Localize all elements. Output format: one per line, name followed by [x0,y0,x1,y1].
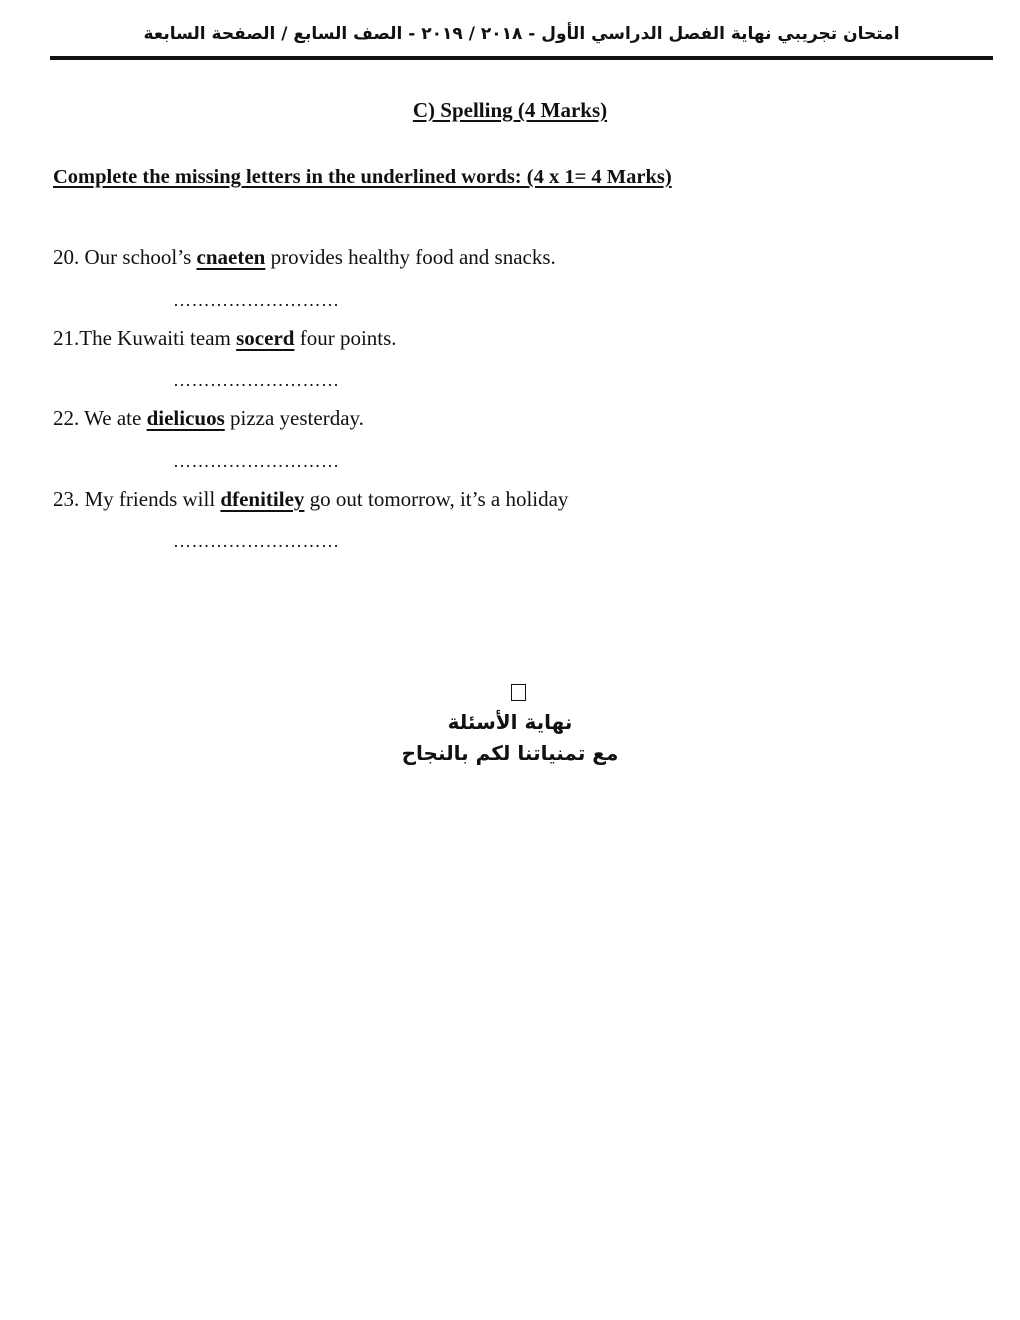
question-20 [53,245,556,270]
question-20-answer-line: ……………………… [173,290,340,310]
question-23-suffix: go out tomorrow, it’s a holiday [304,487,569,511]
question-23-prefix: 23. My friends will [53,487,221,511]
checkbox-icon [511,684,526,701]
closing-good-luck: مع تمنياتنا لكم بالنجاح [401,741,619,765]
question-20-underlined-word: cnaeten [196,245,266,269]
question-21-underlined-word: socerd [236,326,295,350]
question-21 [53,326,397,351]
header-text: امتحان تجريبي نهاية الفصل الدراسي الأول - ٢٠١٨ / ٢٠١٩ - الصف السابع / الصفحة السابعة [143,24,900,44]
question-21-prefix: 21.The Kuwaiti team [53,326,237,350]
question-23-answer-line: ……………………… [173,531,340,551]
question-23-underlined-word: dfenitiley [220,487,305,511]
page-header [50,22,993,60]
question-22-underlined-word: dielicuos [146,406,225,430]
section-title [0,98,1020,123]
question-23 [53,487,568,512]
closing-end-of-questions: نهاية الأسئلة [447,710,573,734]
question-22-answer-line: ……………………… [173,451,340,471]
section-title-text: C) Spelling (4 Marks) [412,98,608,122]
question-20-suffix: provides healthy food and snacks. [265,245,556,269]
question-20-prefix: 20. Our school’s [53,245,197,269]
instruction-text: Complete the missing letters in the underlined words: (4 x 1= 4 Marks) [53,166,672,188]
question-22-prefix: 22. We ate [53,406,147,430]
question-22 [53,406,364,431]
question-21-suffix: four points. [294,326,397,350]
question-22-suffix: pizza yesterday. [224,406,364,430]
question-21-answer-line: ……………………… [173,370,340,390]
